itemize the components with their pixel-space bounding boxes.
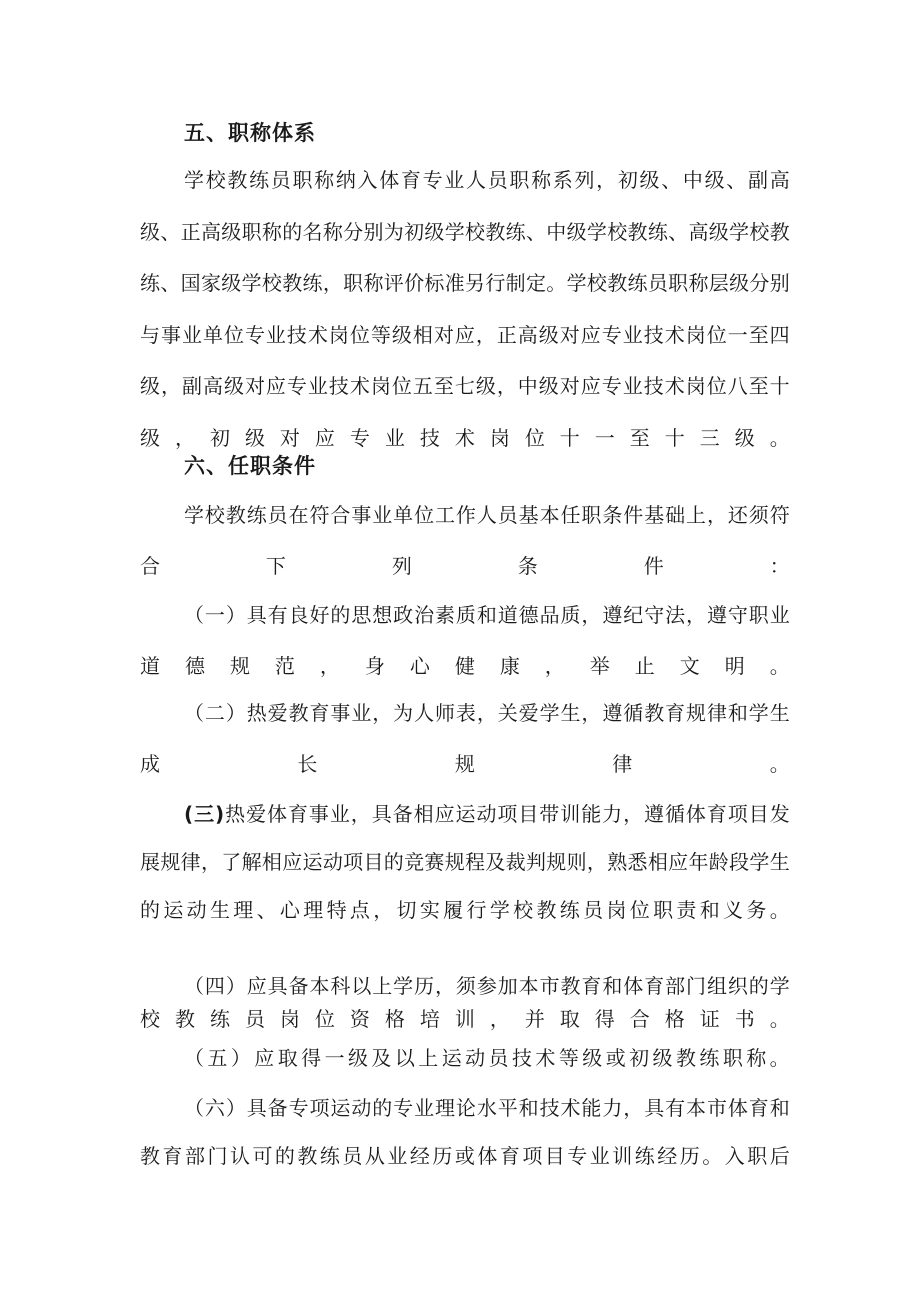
- section-heading-qualifications: 六、任职条件: [184, 454, 316, 478]
- paragraph-qualifications-intro: 学校教练员在符合事业单位工作人员基本任职条件基础上，还须符合下列条件：: [140, 503, 790, 578]
- paragraph-condition-2: （二）热爱教育事业，为人师表，关爱学生，遵循教育规律和学生成长规律。: [140, 701, 790, 776]
- paragraph-title-system: 学校教练员职称纳入体育专业人员职称系列，初级、中级、副高级、正高级职称的名称分别为初级学校教练、中级学校教练、高级学校教练、国家级学校教练，职称评价标准另行制定。学校教练员职称层级分别与事业单位专业技术岗位等级相对应，正高级对应专业技术岗位一至四级，副高级对应专业技术岗位五至七级，中级对应专业技术岗位八至十级，初级对应专业技术岗位十一至十三级。: [140, 168, 790, 450]
- condition-3-number: (三): [184, 802, 225, 826]
- condition-3-text: 热爱体育事业，具备相应运动项目带训能力，遵循体育项目发展规律，了解相应运动项目的竞赛规程及裁判规则，熟悉相应年龄段学生的运动生理、心理特点，切实履行学校教练员岗位职责和义务。: [140, 802, 790, 922]
- paragraph-condition-4: （四）应具备本科以上学历，须参加本市教育和体育部门组织的学校教练员岗位资格培训，并取得合格证书。: [140, 974, 790, 1031]
- paragraph-condition-5: （五）应取得一级及以上运动员技术等级或初级教练职称。: [184, 1046, 790, 1070]
- paragraph-condition-1: （一）具有良好的思想政治素质和道德品质，遵纪守法，遵守职业道德规范，身心健康，举止文明。: [140, 603, 790, 678]
- section-heading-title-system: 五、职称体系: [184, 121, 316, 145]
- paragraph-condition-3: [140, 790, 790, 934]
- paragraph-condition-6: （六）具备专项运动的专业理论水平和技术能力，具有本市体育和教育部门认可的教练员从业经历或体育项目专业训练经历。入职后: [140, 1096, 790, 1168]
